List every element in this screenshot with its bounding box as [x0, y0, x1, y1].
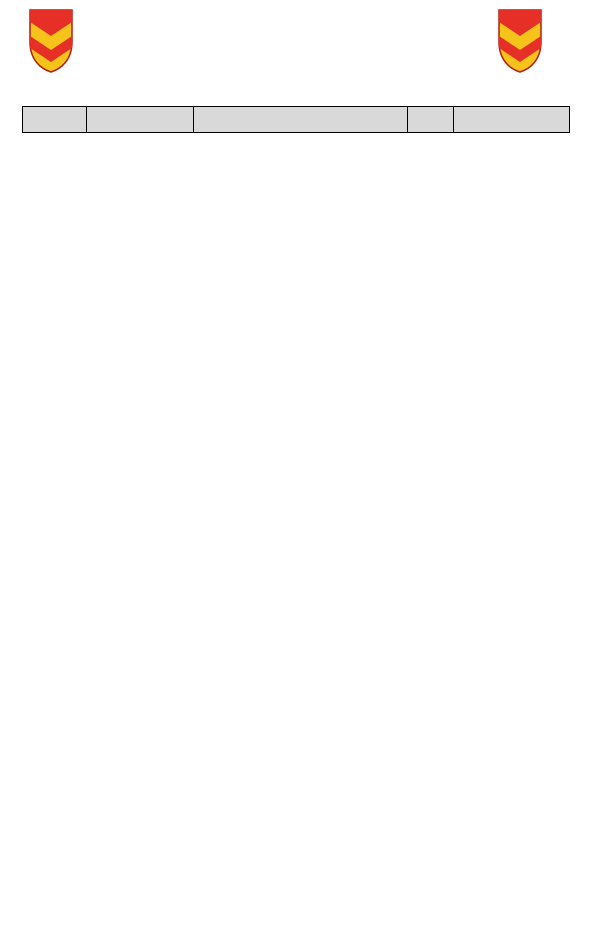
table-header-row [23, 107, 570, 133]
header-veranstalter [87, 107, 194, 133]
coat-of-arms-right [497, 8, 543, 74]
header-veranstaltung [194, 107, 408, 133]
header-termin [23, 107, 87, 133]
header-beginn [408, 107, 454, 133]
header-ort [454, 107, 570, 133]
events-table [22, 106, 570, 133]
coat-of-arms-left [28, 8, 74, 74]
